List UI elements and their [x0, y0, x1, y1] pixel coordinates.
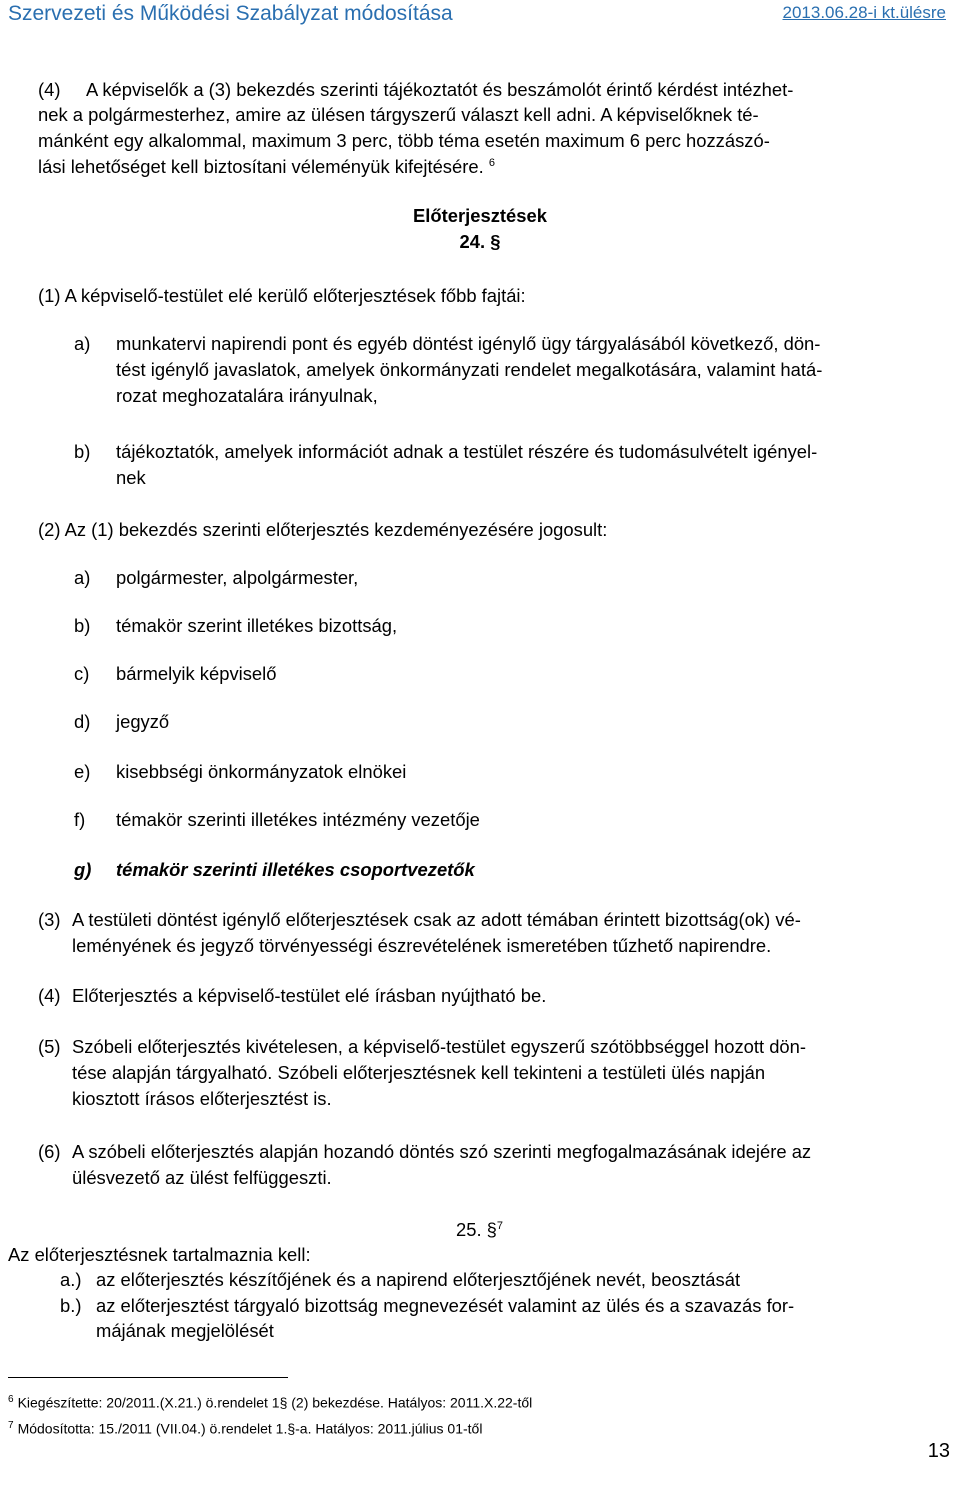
- list-item: bármelyik képviselő: [116, 663, 277, 684]
- paragraph-line: A testületi döntést igénylő előterjesztések csak az adott témában érintett bizottság(ok) vé-: [72, 909, 801, 930]
- page-number: 13: [927, 1440, 950, 1462]
- section-intro: Az előterjesztésnek tartalmaznia kell:: [8, 1244, 311, 1265]
- paragraph-line: Előterjesztés a képviselő-testület elé írásban nyújtható be.: [72, 985, 547, 1006]
- list-label: g): [74, 859, 92, 880]
- list-label: b): [74, 615, 91, 636]
- paragraph-label: (4): [38, 985, 61, 1006]
- list-label: e): [74, 761, 91, 782]
- list-label: f): [74, 809, 86, 830]
- list-label: b): [74, 441, 91, 462]
- paragraph-line: lási lehetőséget kell biztosítani véleményük kifejtésére. $^6$: [38, 156, 495, 177]
- paragraph-label: (5): [38, 1036, 61, 1057]
- list-item: kisebbségi önkormányzatok elnökei: [116, 761, 407, 782]
- list-item: témakör szerint illetékes bizottság,: [116, 615, 398, 636]
- section-title: Előterjesztések: [413, 205, 547, 226]
- list-label: a): [74, 567, 91, 588]
- paragraph-line: tése alapján tárgyalható. Szóbeli előterjesztésnek kell tekinteni a testületi ülés napján: [72, 1062, 766, 1083]
- list-label: a): [74, 333, 91, 354]
- list-item: témakör szerinti illetékes intézmény vezetője: [116, 809, 480, 830]
- list-item: nek: [116, 467, 146, 488]
- paragraph-label: (3): [38, 909, 61, 930]
- list-item: az előterjesztést tárgyaló bizottság megnevezését valamint az ülés és a szavazás for-: [96, 1295, 795, 1316]
- document-title: Szervezeti és Működési Szabályzat módosítása: [8, 2, 453, 25]
- list-label: d): [74, 711, 91, 732]
- meeting-date: 2013.06.28-i kt.ülésre: [782, 3, 946, 22]
- list-item: munkatervi napirendi pont és egyéb döntést igénylő ügy tárgyalásából következő, dön-: [116, 333, 821, 354]
- paragraph-line: A szóbeli előterjesztés alapján hozandó döntés szó szerinti megfogalmazásának idejére az: [72, 1141, 812, 1162]
- list-label: c): [74, 663, 90, 684]
- paragraph-intro: (1) A képviselő-testület elé kerülő előterjesztések főbb fajtái:: [38, 285, 526, 306]
- paragraph-line: Szóbeli előterjesztés kivételesen, a képviselő-testület egyszerű szótöbbséggel hozott dön-: [72, 1036, 807, 1057]
- paragraph-line: ülésvezető az ülést felfüggeszti.: [72, 1167, 332, 1188]
- section-number: 25. §$^7$: [456, 1219, 504, 1240]
- footnote: $^6$ Kiegészítette: 20/2011.(X.21.) ö.rendelet 1§ (2) bekezdése. Hatályos: 2011.X.22-től: [8, 1394, 533, 1411]
- list-item: tést igénylő javaslatok, amelyek önkormányzati rendelet megalkotására, valamint hatá-: [116, 359, 823, 380]
- paragraph-label: (6): [38, 1141, 61, 1162]
- paragraph-intro: (2) Az (1) bekezdés szerinti előterjesztés kezdeményezésére jogosult:: [38, 519, 608, 540]
- list-item: az előterjesztés készítőjének és a napirend előterjesztőjének nevét, beosztását: [96, 1269, 741, 1290]
- paragraph-line: A képviselők a (3) bekezdés szerinti tájékoztatót és beszámolót érintő kérdést intézhet-: [86, 79, 794, 100]
- paragraph-line: mánként egy alkalommal, maximum 3 perc, több téma esetén maximum 6 perc hozzászó-: [38, 130, 770, 151]
- paragraph-line: leményének és jegyző törvényességi észrevételének ismeretében tűzhető napirendre.: [72, 935, 772, 956]
- list-item: jegyző: [116, 711, 170, 732]
- paragraph-line: kiosztott írásos előterjesztést is.: [72, 1088, 332, 1109]
- list-item: tájékoztatók, amelyek információt adnak a testület részére és tudomásulvételt igényel-: [116, 441, 818, 462]
- list-item: polgármester, alpolgármester,: [116, 567, 359, 588]
- paragraph-line: nek a polgármesterhez, amire az ülésen tárgyszerű választ kell adni. A képviselőknek té-: [38, 104, 759, 125]
- footnote-divider: [8, 1377, 288, 1378]
- footnote: $^7$ Módosította: 15./2011 (VII.04.) ö.rendelet 1.§-a. Hatályos: 2011.július 01-től: [8, 1420, 483, 1437]
- footnote-ref[interactable]: 7: [496, 1219, 504, 1232]
- paragraph-label: (4): [38, 79, 61, 100]
- list-item: májának megjelölését: [96, 1320, 274, 1341]
- list-label: a.): [60, 1269, 82, 1290]
- list-label: b.): [60, 1295, 82, 1316]
- list-item: témakör szerinti illetékes csoportvezetők: [116, 859, 475, 880]
- section-number: 24. §: [459, 231, 501, 252]
- list-item: rozat meghozatalára irányulnak,: [116, 385, 378, 406]
- footnote-ref[interactable]: 6: [488, 156, 495, 169]
